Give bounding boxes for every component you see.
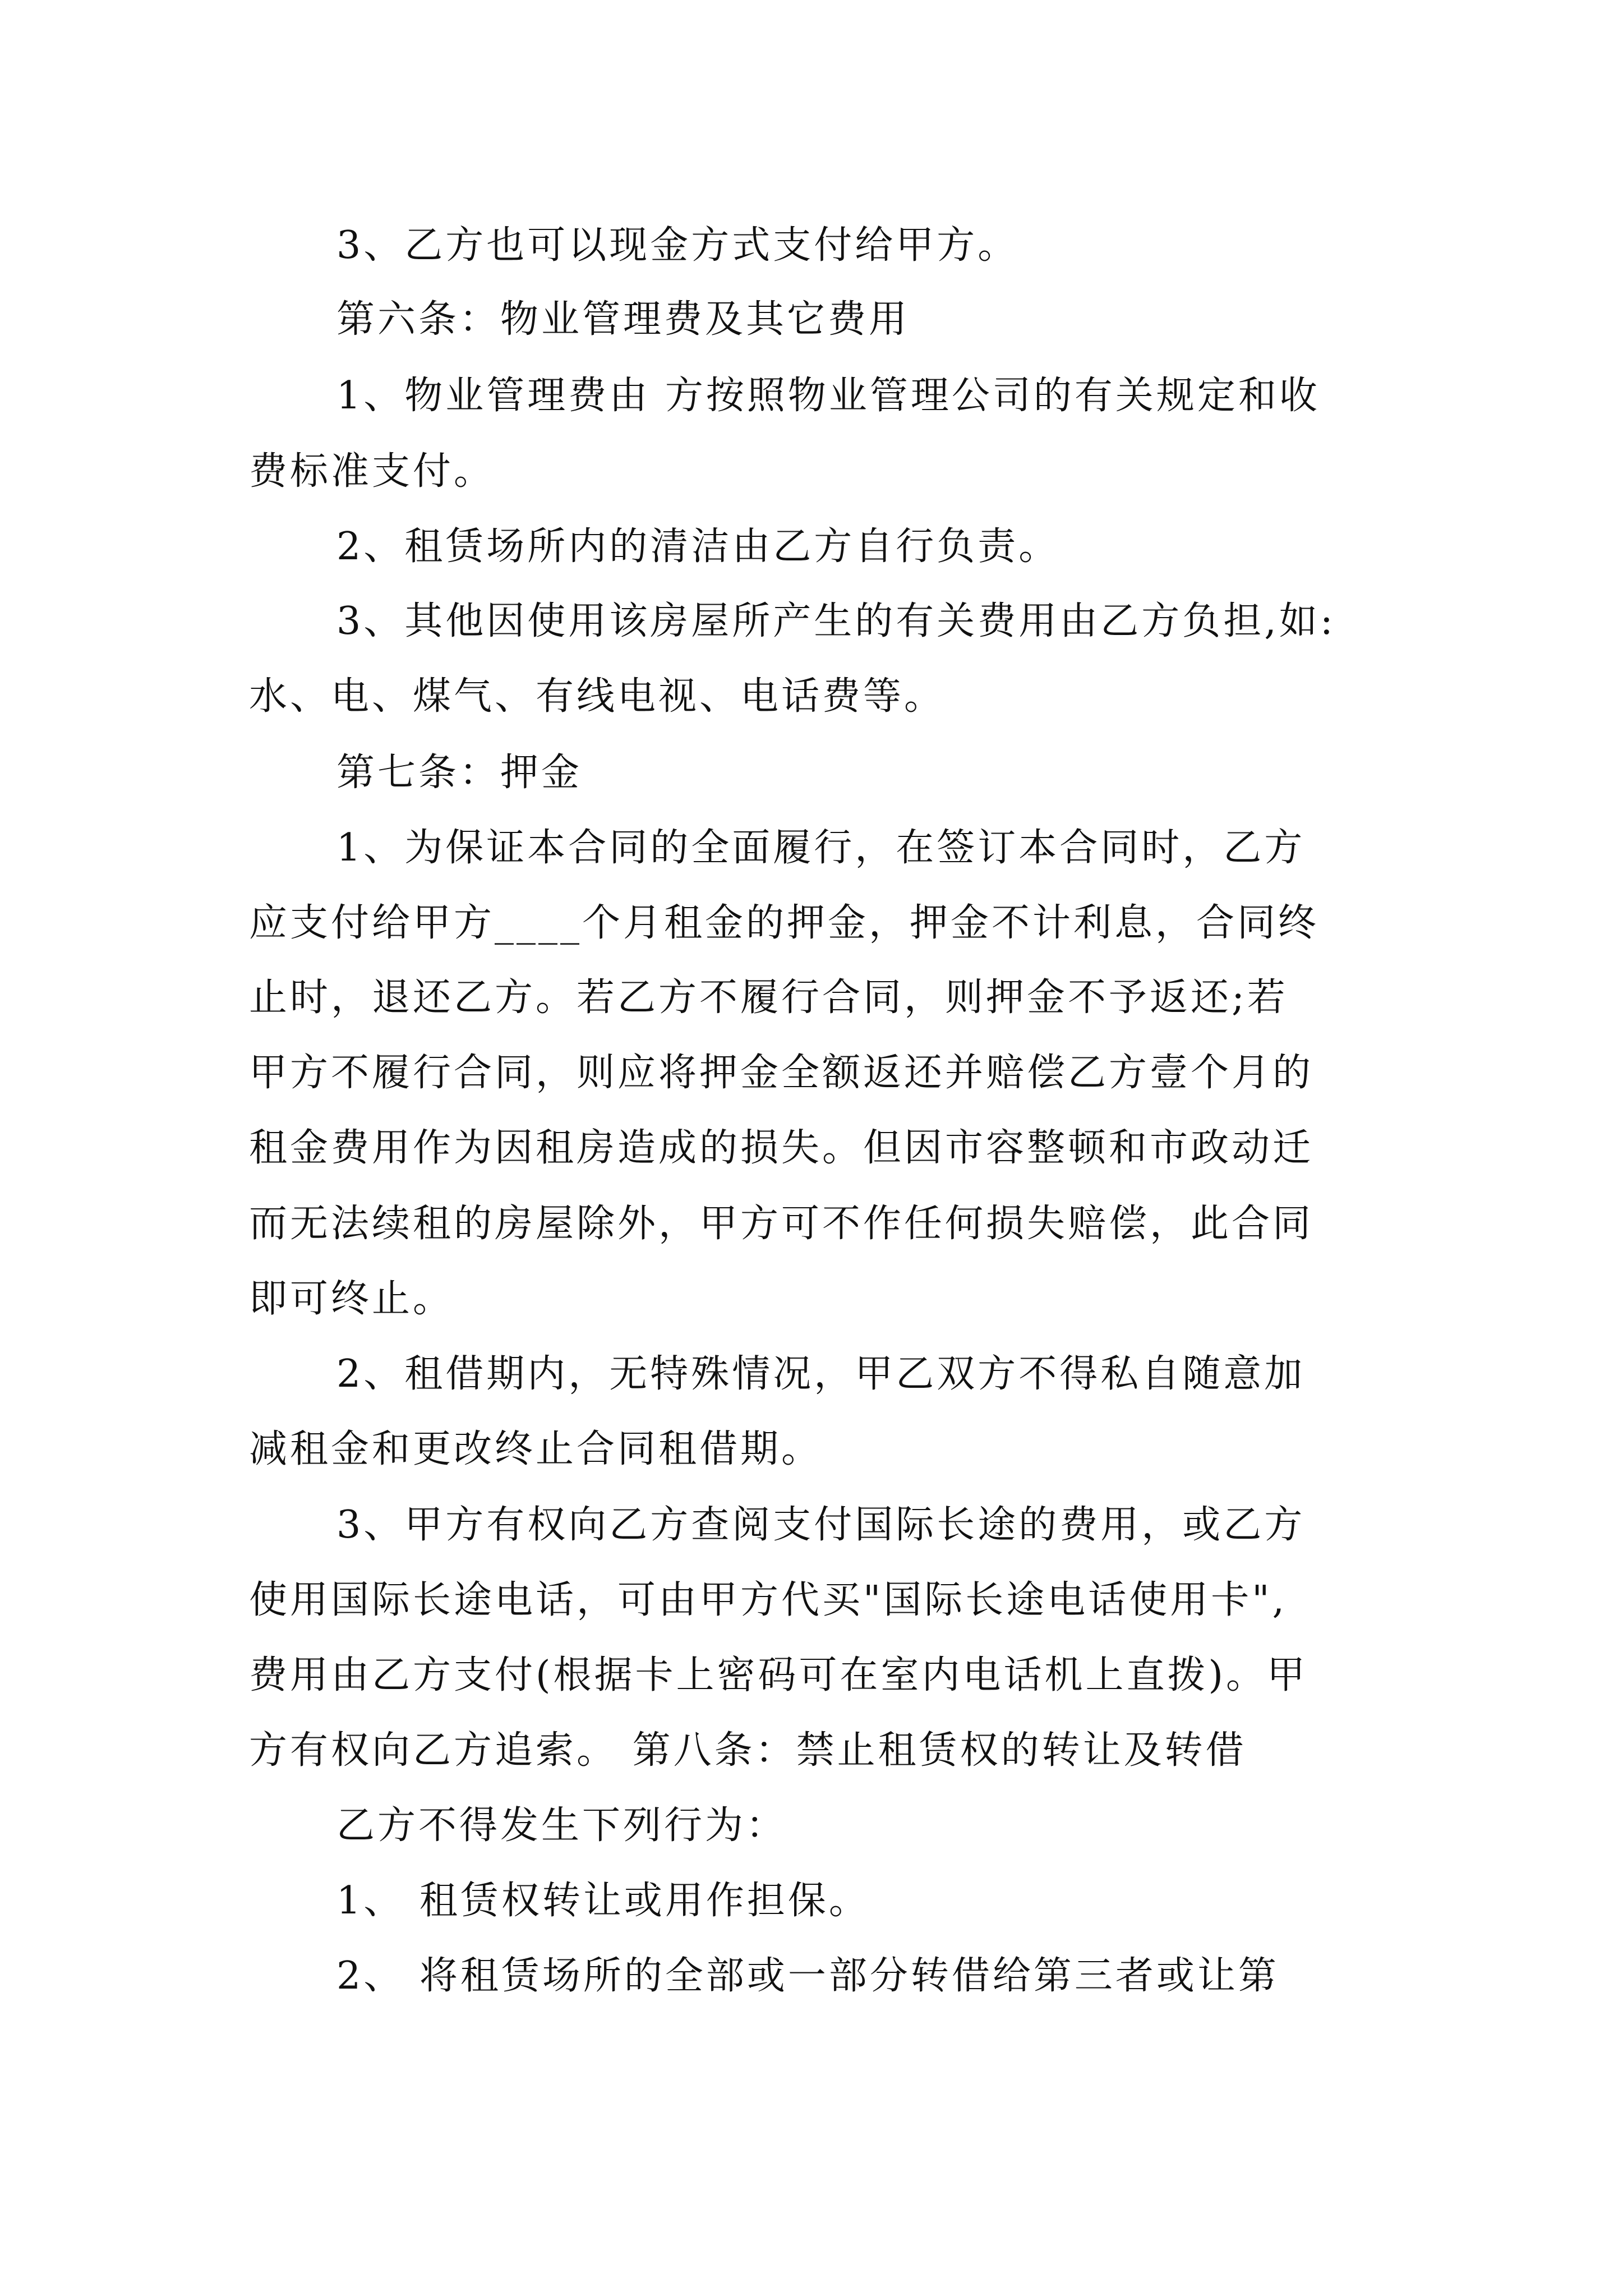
- text-line: 应支付给甲方____个月租金的押金，押金不计利息，合同终: [249, 901, 1320, 945]
- text-line: 2、 将租赁场所的全部或一部分转借给第三者或让第: [336, 1954, 1279, 1998]
- text-line: 乙方不得发生下列行为：: [336, 1803, 787, 1848]
- text-line: 使用国际长途电话，可由甲方代买"国际长途电话使用卡",: [249, 1578, 1288, 1622]
- text-line: 3、其他因使用该房屋所产生的有关费用由乙方负担,如:: [336, 599, 1336, 643]
- text-line: 甲方不履行合同，则应将押金全额返还并赔偿乙方壹个月的: [249, 1051, 1314, 1095]
- section-heading: 第六条：物业管理费及其它费用: [336, 297, 910, 342]
- text-line: 1、 租赁权转让或用作担保。: [336, 1879, 870, 1923]
- text-line: 2、租赁场所内的清洁由乙方自行负责。: [336, 524, 1060, 569]
- text-line: 水、电、煤气、有线电视、电话费等。: [249, 674, 946, 719]
- text-line: 费用由乙方支付(根据卡上密码可在室内电话机上直拨)。甲: [249, 1653, 1308, 1697]
- text-line: 而无法续租的房屋除外，甲方可不作任何损失赔偿，此合同: [249, 1202, 1314, 1246]
- text-line: 1、物业管理费由 方按照物业管理公司的有关规定和收: [336, 374, 1320, 418]
- text-line: 费标准支付。: [249, 449, 495, 494]
- text-line: 即可终止。: [249, 1277, 454, 1321]
- text-line: 租金费用作为因租房造成的损失。但因市容整顿和市政动迁: [249, 1126, 1314, 1170]
- text-line: 1、为保证本合同的全面履行，在签订本合同时，乙方: [336, 826, 1306, 870]
- text-line: 减租金和更改终止合同租借期。: [249, 1427, 823, 1471]
- text-line: 3、甲方有权向乙方查阅支付国际长途的费用，或乙方: [336, 1503, 1306, 1547]
- text-line: 止时，退还乙方。若乙方不履行合同，则押金不予返还;若: [249, 976, 1288, 1020]
- text-line: 方有权向乙方追索。 第八条：禁止租赁权的转让及转借: [249, 1728, 1247, 1773]
- section-heading: 第七条：押金: [336, 751, 583, 795]
- text-line: 2、租借期内，无特殊情况，甲乙双方不得私自随意加: [336, 1352, 1306, 1396]
- text-line: 3、乙方也可以现金方式支付给甲方。: [336, 223, 1019, 268]
